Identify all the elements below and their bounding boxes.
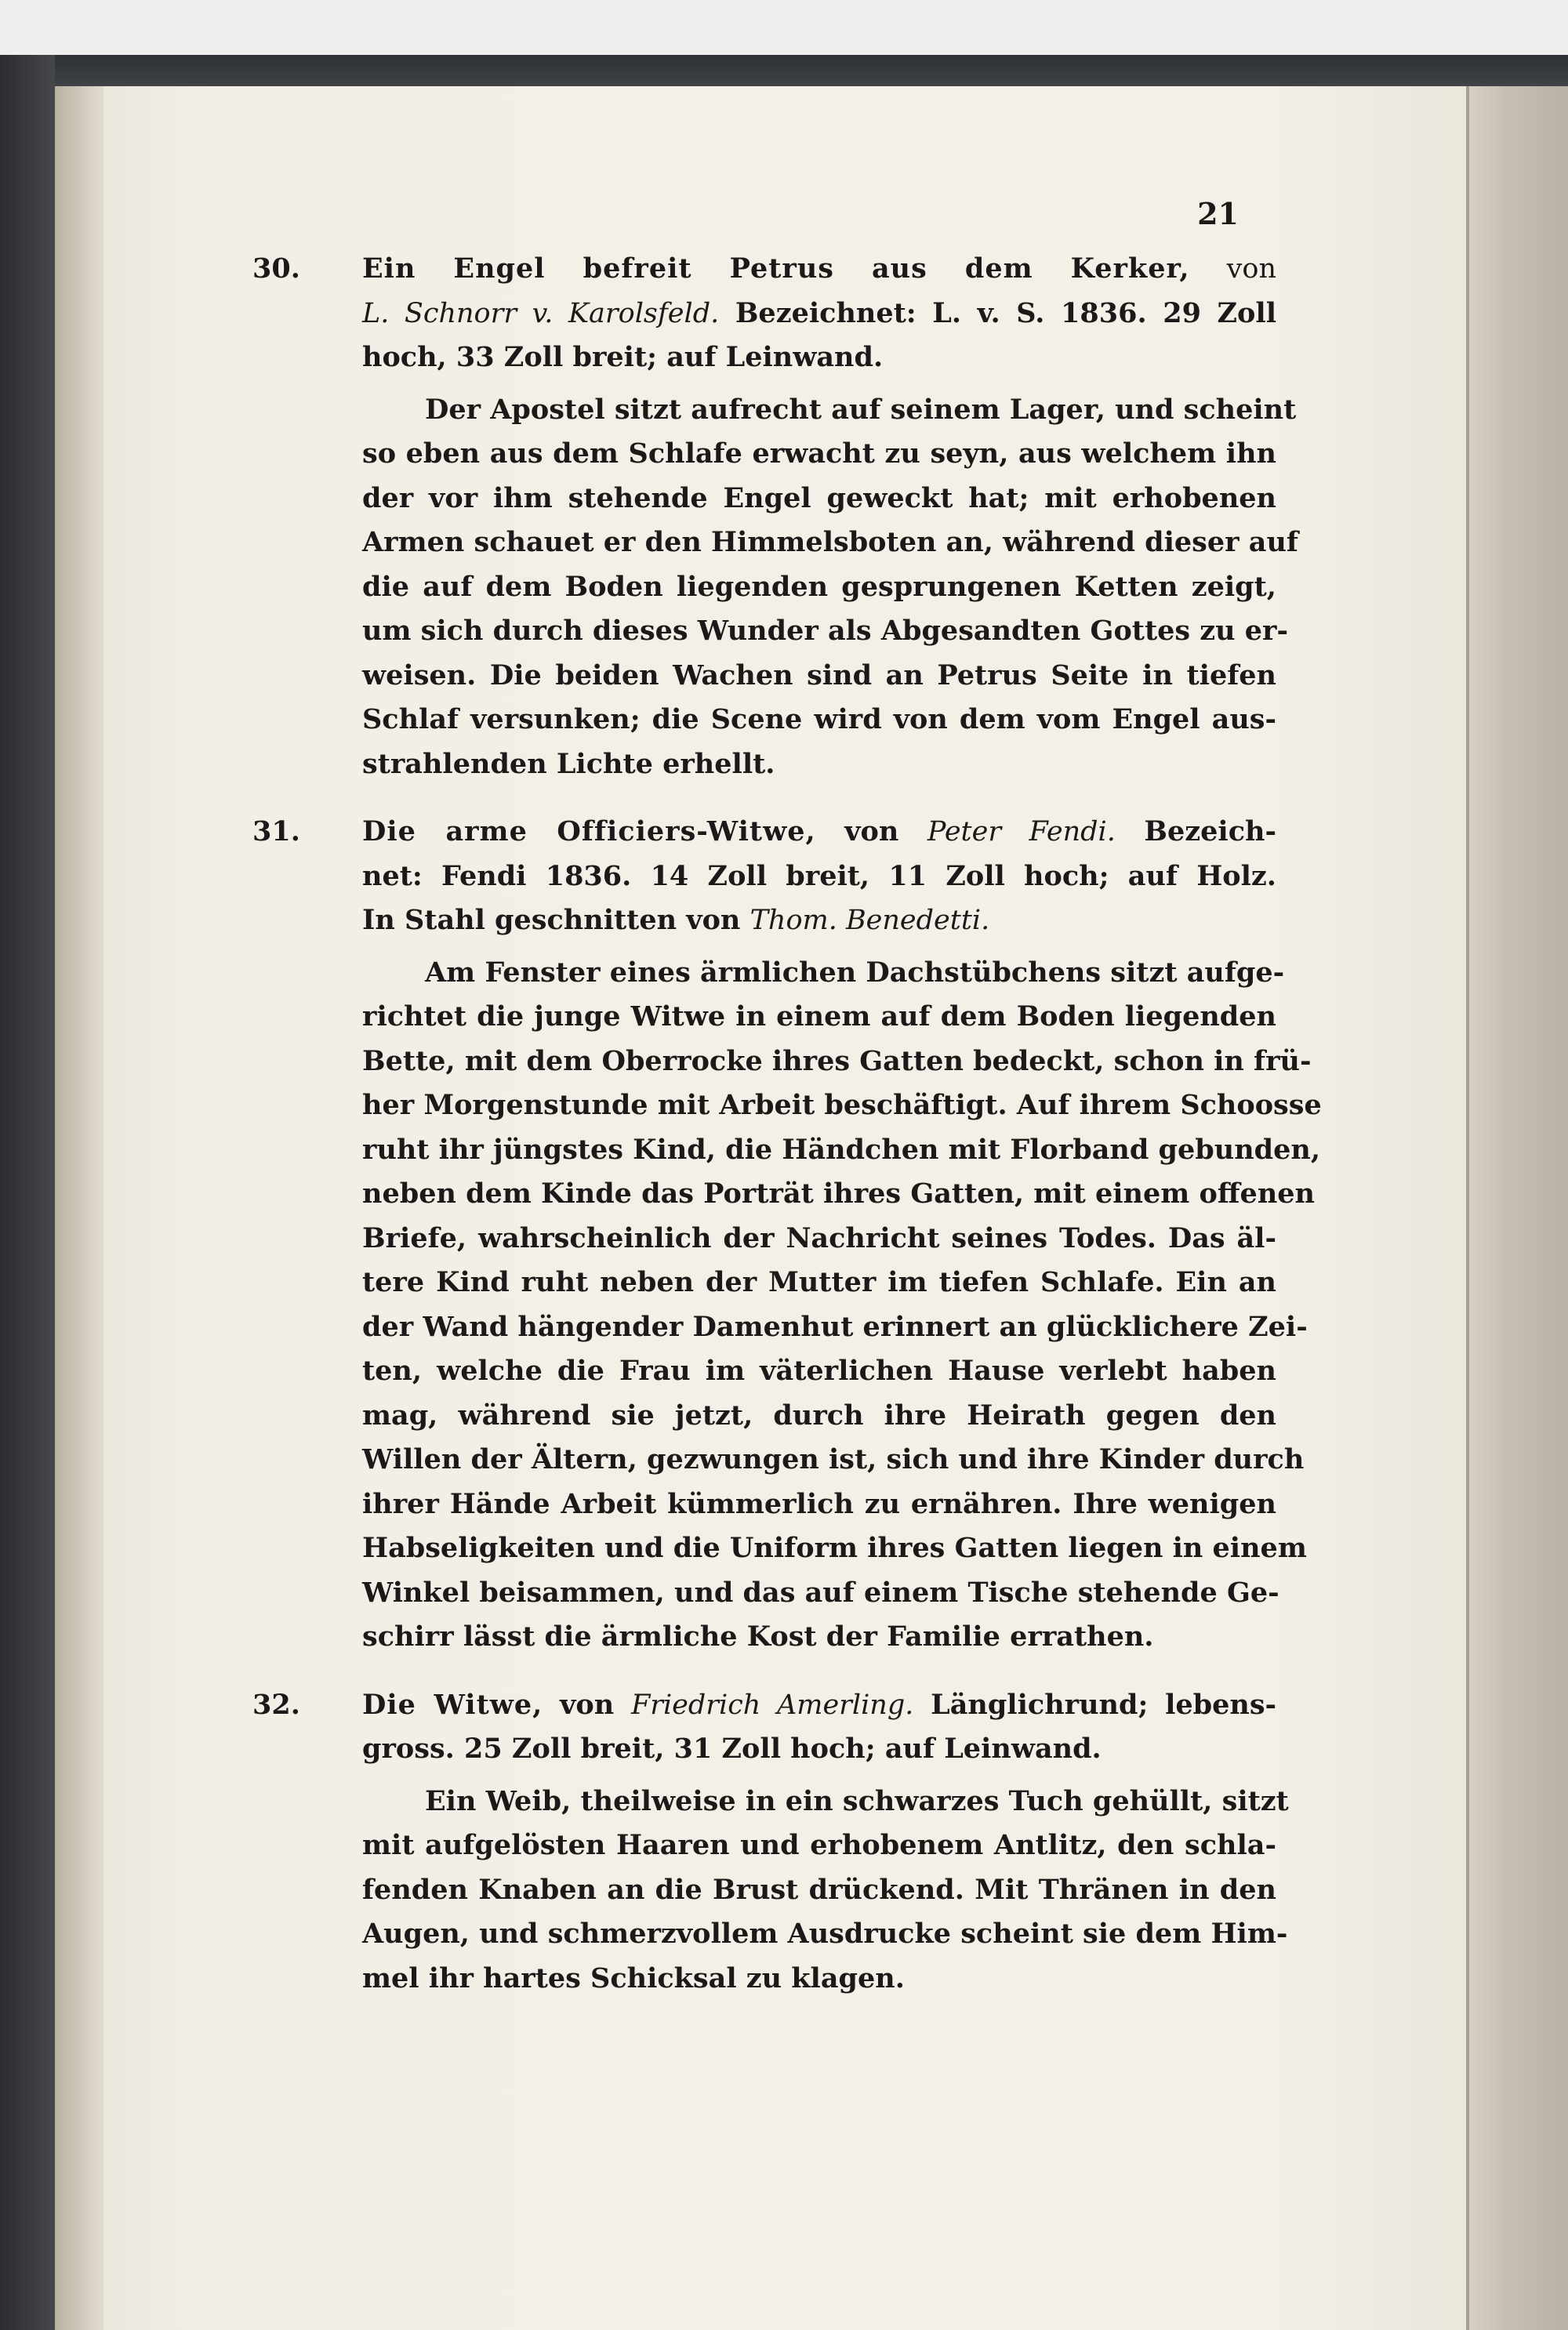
heading-text: Bezeich- xyxy=(1144,815,1276,847)
text-line: weisen. Die beiden Wachen sind an Petrus Seite in tiefen xyxy=(362,659,1276,691)
text-line: her Morgenstunde mit Arbeit beschäftigt. Auf ihrem Schoosse xyxy=(362,1089,1322,1121)
text-line: die auf dem Boden liegenden gesprungenen Ketten zeigt, xyxy=(362,570,1276,603)
page-stack-edge xyxy=(1466,86,1568,2330)
heading-line xyxy=(362,1683,1276,1728)
page-number: 21 xyxy=(1197,196,1239,231)
heading-text: von xyxy=(560,1688,615,1721)
entry-title: Die Witwe, xyxy=(362,1688,543,1721)
heading-line: net: Fendi 1836. 14 Zoll breit, 11 Zoll hoch; auf Holz. xyxy=(362,859,1276,892)
text-line: Der Apostel sitzt aufrecht auf seinem Lager, und scheint xyxy=(425,393,1297,426)
entry-title: Ein Engel befreit Petrus aus dem Kerker, xyxy=(362,252,1190,285)
heading-line xyxy=(362,898,1276,943)
entry-number: 30. xyxy=(252,252,300,285)
book-cover-edge xyxy=(0,55,55,2330)
heading-line xyxy=(362,292,1276,336)
text-line: Winkel beisammen, und das auf einem Tische stehende Ge- xyxy=(362,1576,1279,1609)
text-line: Am Fenster eines ärmlichen Dachstübchens sitzt aufge- xyxy=(425,956,1285,989)
text-line: Augen, und schmerzvollem Ausdrucke scheint sie dem Him- xyxy=(362,1918,1288,1950)
text-line: mit aufgelösten Haaren und erhobenem Antlitz, den schla- xyxy=(362,1829,1276,1861)
text-line: ihrer Hände Arbeit kümmerlich zu ernähren. Ihre wenigen xyxy=(362,1487,1276,1520)
engraver-name: Thom. Benedetti. xyxy=(750,905,990,936)
text-line: so eben aus dem Schlafe erwacht zu seyn, aus welchem ihn xyxy=(362,437,1276,470)
heading-line xyxy=(362,810,1276,855)
heading-text: Bezeichnet: L. v. S. 1836. 29 Zoll xyxy=(735,296,1276,329)
text-line: um sich durch dieses Wunder als Abgesandten Gottes zu er- xyxy=(362,615,1289,647)
text-line: Armen schauet er den Himmelsboten an, während dieser auf xyxy=(362,526,1298,558)
text-line: strahlenden Lichte erhellt. xyxy=(362,747,775,780)
catalog-entry-30 xyxy=(252,247,1298,786)
heading-line: gross. 25 Zoll breit, 31 Zoll hoch; auf Leinwand. xyxy=(362,1733,1102,1765)
page-text xyxy=(252,192,1322,2001)
artist-name: Peter Fendi. xyxy=(927,816,1116,847)
heading-text: von xyxy=(1226,253,1276,285)
facing-page-edge xyxy=(55,86,105,2330)
text-line: Bette, mit dem Oberrocke ihres Gatten bedeckt, schon in frü- xyxy=(362,1044,1312,1077)
text-line: mel ihr hartes Schicksal zu klagen. xyxy=(362,1962,905,1994)
artist-name: Friedrich Amerling. xyxy=(630,1689,914,1721)
entry-heading xyxy=(252,247,1276,292)
text-line: mag, während sie jetzt, durch ihre Heirath gegen den xyxy=(362,1399,1276,1432)
text-line: der vor ihm stehende Engel geweckt hat; mit erhobenen xyxy=(362,481,1276,514)
text-line: richtet die junge Witwe in einem auf dem Boden liegenden xyxy=(362,1000,1276,1033)
text-line: schirr lässt die ärmliche Kost der Familie errathen. xyxy=(362,1620,1154,1653)
text-line: der Wand hängender Damenhut erinnert an glücklichere Zei- xyxy=(362,1310,1308,1343)
catalog-entry-31 xyxy=(252,810,1322,1660)
entry-heading xyxy=(252,810,1276,855)
text-line: Habseligkeiten und die Uniform ihres Gatten liegen in einem xyxy=(362,1532,1307,1564)
text-line: neben dem Kinde das Porträt ihres Gatten, mit einem offenen xyxy=(362,1178,1315,1210)
text-line: Willen der Ältern, gezwungen ist, sich und ihre Kinder durch xyxy=(362,1443,1305,1475)
entry-description xyxy=(362,951,1322,1660)
text-line: Schlaf versunken; die Scene wird von dem vom Engel aus- xyxy=(362,703,1276,735)
heading-line xyxy=(362,247,1276,292)
text-line: Ein Weib, theilweise in ein schwarzes Tuch gehüllt, sitzt xyxy=(425,1784,1289,1817)
text-line: ten, welche die Frau im väterlichen Hause verlebt haben xyxy=(362,1355,1276,1387)
scan-top-margin xyxy=(0,0,1568,55)
heading-line: hoch, 33 Zoll breit; auf Leinwand. xyxy=(362,341,884,373)
heading-text: Länglichrund; lebens- xyxy=(931,1688,1277,1721)
text-line: ruht ihr jüngstes Kind, die Händchen mit Florband gebunden, xyxy=(362,1133,1321,1166)
entry-title: Die arme Officiers-Witwe, xyxy=(362,815,816,847)
text-line: Briefe, wahrscheinlich der Nachricht seines Todes. Das äl- xyxy=(362,1221,1276,1254)
artist-name: L. Schnorr v. Karolsfeld. xyxy=(362,297,720,329)
heading-text: von xyxy=(844,815,899,847)
entry-description xyxy=(362,388,1298,787)
entry-number: 32. xyxy=(252,1688,300,1721)
entry-heading xyxy=(252,1683,1277,1728)
heading-text: In Stahl geschnitten von xyxy=(362,904,741,936)
text-line: fenden Knaben an die Brust drückend. Mit Thränen in den xyxy=(362,1873,1276,1906)
text-line: tere Kind ruht neben der Mutter im tiefen Schlafe. Ein an xyxy=(362,1266,1276,1298)
entry-number: 31. xyxy=(252,815,300,847)
catalog-entry-32 xyxy=(252,1683,1289,2002)
entry-description xyxy=(362,1780,1289,2002)
